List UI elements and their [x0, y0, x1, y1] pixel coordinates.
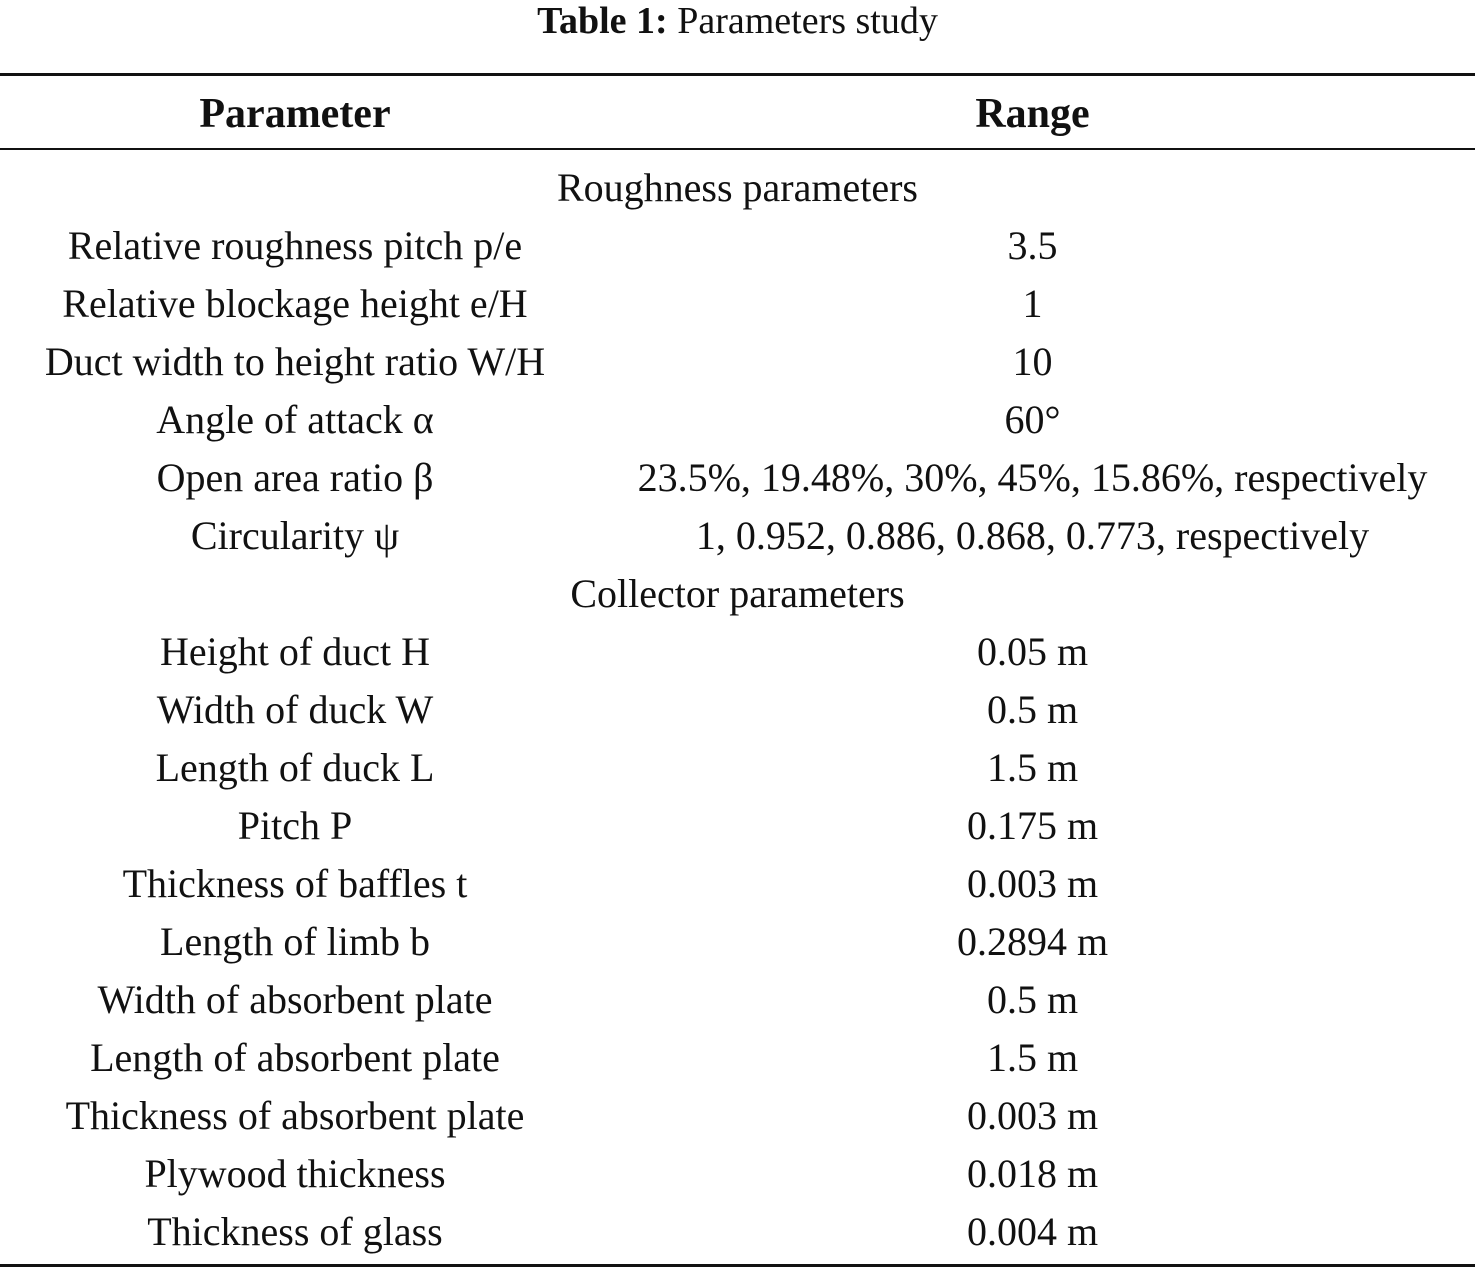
range-cell: 0.175 m	[966, 803, 1099, 848]
parameter-cell: Open area ratio β	[156, 455, 434, 500]
table-body	[0, 159, 1475, 1261]
parameter-cell: Width of duck W	[156, 687, 434, 732]
parameter-cell: Length of duck L	[155, 745, 435, 790]
range-cell: 23.5%, 19.48%, 30%, 45%, 15.86%, respectively	[637, 455, 1428, 500]
range-cell: 0.05 m	[976, 629, 1089, 674]
range-cell: 0.2894 m	[956, 919, 1109, 964]
parameter-cell: Width of absorbent plate	[97, 977, 493, 1022]
parameter-cell: Circularity ψ	[190, 513, 400, 558]
range-cell: 0.003 m	[966, 861, 1099, 906]
range-cell: 1	[1022, 281, 1043, 326]
range-cell: 3.5	[1007, 223, 1058, 268]
range-cell: 60°	[1004, 397, 1061, 442]
section-title-roughness: Roughness parameters	[556, 165, 918, 210]
range-cell: 1.5 m	[986, 1035, 1079, 1080]
parameter-cell: Length of absorbent plate	[90, 1035, 500, 1080]
parameter-cell: Thickness of baffles t	[122, 861, 468, 906]
header-rule	[0, 148, 1475, 150]
parameter-cell: Thickness of absorbent plate	[65, 1093, 525, 1138]
range-cell: 1.5 m	[986, 745, 1079, 790]
parameter-cell: Relative roughness pitch p/e	[67, 223, 523, 268]
range-cell: 0.5 m	[986, 977, 1079, 1022]
range-cell: 1, 0.952, 0.886, 0.868, 0.773, respectively	[695, 513, 1370, 558]
parameter-cell: Length of limb b	[160, 919, 430, 964]
table-caption	[0, 0, 1475, 44]
parameter-cell: Relative blockage height e/H	[62, 281, 528, 326]
parameter-cell: Duct width to height ratio W/H	[44, 339, 546, 384]
top-rule	[0, 73, 1475, 76]
range-cell: 0.004 m	[966, 1209, 1099, 1254]
caption-text: Parameters study	[677, 0, 938, 42]
header-range: Range	[975, 91, 1090, 137]
parameter-cell: Plywood thickness	[144, 1151, 446, 1196]
range-cell: 0.003 m	[966, 1093, 1099, 1138]
header-parameter: Parameter	[199, 91, 391, 137]
parameter-cell: Pitch P	[237, 803, 353, 848]
range-cell: 0.018 m	[966, 1151, 1099, 1196]
bottom-rule	[0, 1264, 1475, 1267]
parameter-cell: Thickness of glass	[147, 1209, 443, 1254]
parameter-cell: Height of duct H	[160, 629, 430, 674]
parameter-cell: Angle of attack α	[156, 397, 434, 442]
range-cell: 0.5 m	[986, 687, 1079, 732]
table-header	[0, 82, 1475, 146]
range-cell: 10	[1012, 339, 1053, 384]
caption-label: Table 1:	[537, 0, 668, 42]
section-title-collector: Collector parameters	[570, 571, 905, 616]
